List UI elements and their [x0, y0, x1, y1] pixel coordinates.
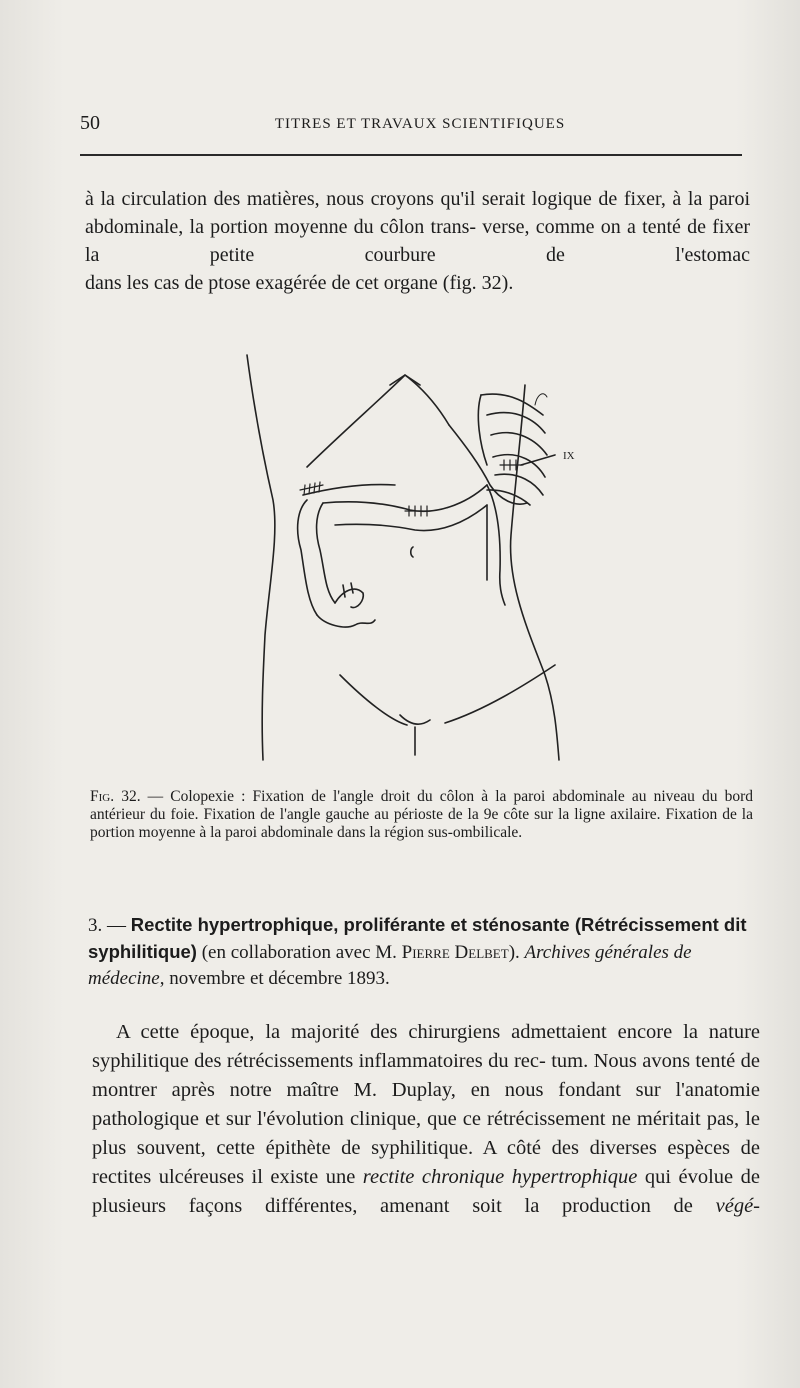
paragraph-2-line-3: tum. Nous avons tenté de montrer après notre maître M. Duplay,	[92, 1050, 760, 1101]
paragraph-2-line-4: en nous fondant sur l'anatomie pathologique et sur l'évolution	[92, 1079, 760, 1130]
page-number: 50	[80, 112, 100, 134]
caption-text: — Colopexie : Fixation de l'angle droit du côlon à la paroi abdominale au niveau du bord antérieur du foie. Fixation de l'angle gauche au périoste de la 9e côte sur la ligne axilaire. Fixation de la portion moyenne à la paroi abdominale dans la région sus-ombilicale.	[90, 788, 753, 841]
paragraph-1-line-2: fixer, à la paroi abdominale, la portion moyenne du côlon trans-	[85, 188, 751, 238]
entry-collab: (en collaboration avec M.	[196, 942, 402, 963]
entry-date: , novembre et décembre 1893.	[159, 968, 390, 989]
figure-caption	[90, 788, 753, 842]
rib-1	[481, 394, 543, 415]
ascending-colon-inner	[317, 503, 335, 603]
paragraph-2-line-2: la nature syphilitique des rétrécissements inflammatoires du rec-	[92, 1021, 761, 1072]
paragraph-1-line-3: verse, comme on a tenté de fixer la petite courbure de l'estomac	[85, 216, 750, 266]
suture-left-angle	[500, 460, 523, 470]
torso-right-outline	[511, 385, 559, 760]
paragraph-2	[92, 1018, 760, 1221]
rib-2	[487, 413, 545, 433]
pubis	[400, 715, 430, 724]
paragraph-2-line-7b: qui évolue	[637, 1166, 734, 1188]
paragraph-2-line-1: A cette époque, la majorité des chirurgiens admettaient encore	[116, 1021, 673, 1043]
paragraph-2-line-7-italic: rectite chronique hypertrophique	[362, 1166, 638, 1188]
caecum	[317, 615, 375, 627]
ascending-colon	[298, 500, 317, 615]
descending-colon	[487, 485, 505, 605]
page-header	[80, 112, 760, 142]
paragraph-1-last-line: dans les cas de ptose exagérée de cet organe (fig. 32).	[85, 272, 514, 294]
entry-journal: Archives générales de médecine	[88, 942, 692, 989]
entry-collaborator: Pierre Delbet	[401, 942, 509, 963]
costal-arch	[307, 375, 449, 467]
entry-title: Rectite hypertrophique, proliférante et sténosante (Rétrécissement dit syphilitique)	[88, 914, 747, 962]
figure-label-ix: IX	[563, 450, 575, 462]
running-title: TITRES ET TRAVAUX SCIENTIFIQUES	[274, 116, 566, 132]
figure-32-illustration	[225, 335, 585, 775]
suture-middle	[405, 506, 430, 516]
caption-figure-label: Fig. 32.	[90, 788, 141, 805]
paragraph-2-line-7a: ulcéreuses il existe une	[158, 1166, 363, 1188]
umbilicus	[411, 547, 413, 557]
paragraph-2-line-6: épithète de syphilitique. A côté des diverses espèces de rectites	[92, 1137, 761, 1188]
transverse-colon-upper	[323, 485, 487, 511]
paragraph-2-line-8-italic: végé-	[715, 1195, 760, 1217]
transverse-colon-lower	[335, 505, 487, 531]
bibliography-entry	[88, 912, 753, 992]
header-rule	[80, 154, 742, 156]
paragraph-2-line-5: clinique, que ce rétrécissement ne méritait pas, le plus souvent, cette	[92, 1108, 760, 1159]
appendix	[335, 589, 363, 607]
paragraph-2-line-8a: de plusieurs façons différentes, amenant soit la production de	[92, 1166, 761, 1217]
torso-left-outline	[247, 355, 275, 760]
paragraph-1-line-1: à la circulation des matières, nous croyons qu'il serait logique de	[85, 188, 618, 210]
entry-number: 3. —	[88, 915, 131, 936]
entry-collab-end: ).	[508, 942, 525, 963]
inguinal-left	[340, 675, 407, 725]
inguinal-right	[445, 665, 555, 723]
pointer-line	[521, 455, 555, 465]
paragraph-1	[85, 185, 750, 297]
